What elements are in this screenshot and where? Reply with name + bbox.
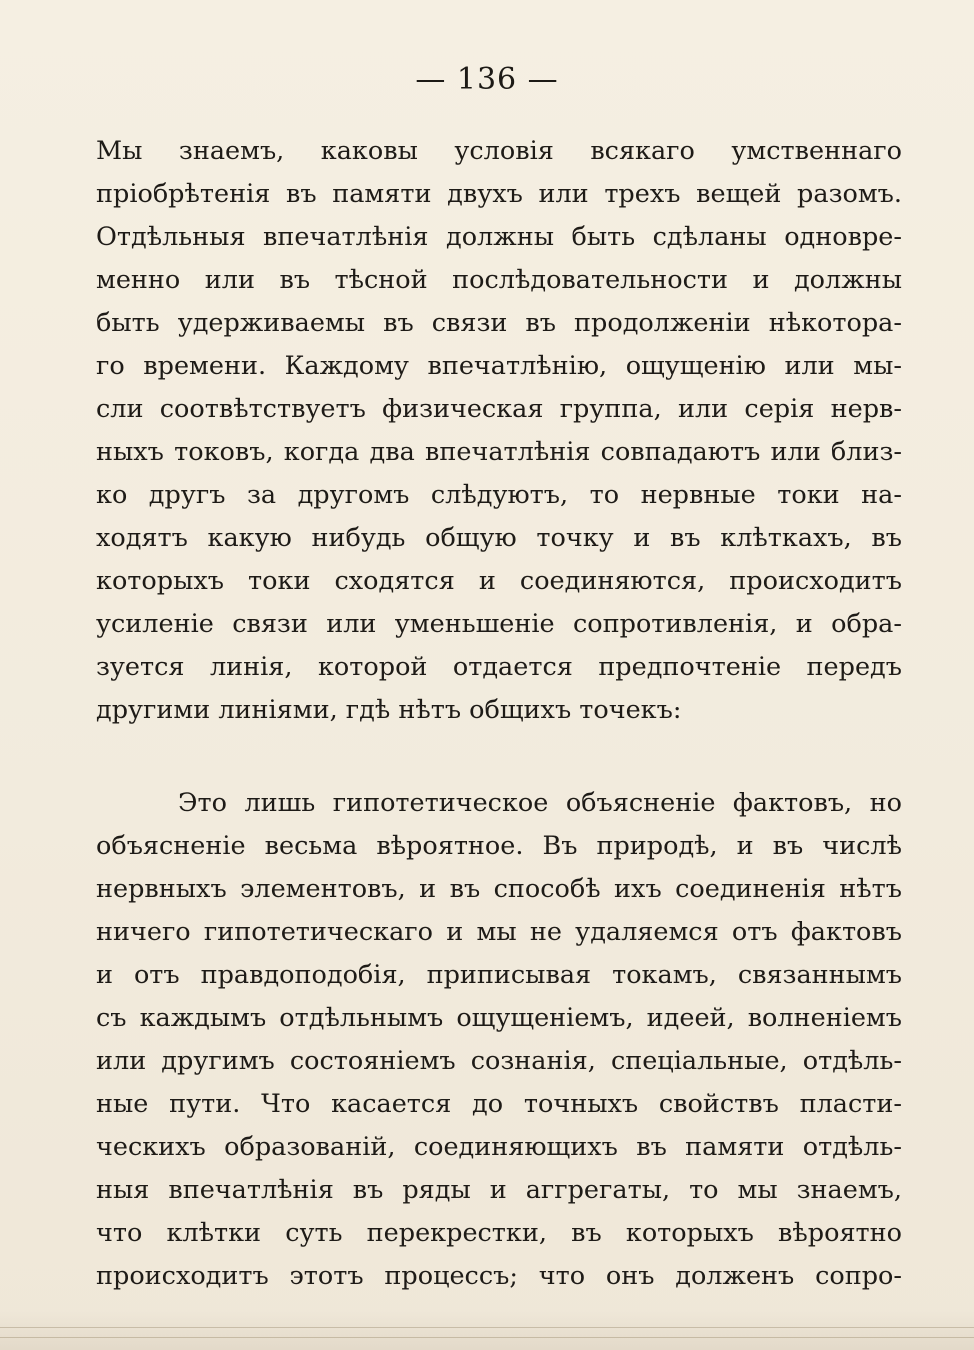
text-line: менно или въ тѣсной послѣдовательности и должны bbox=[96, 265, 902, 295]
text-line: ничего гипотетическаго и мы не удаляемся отъ фактовъ bbox=[96, 917, 902, 947]
text-line: другими линіями, гдѣ нѣтъ общихъ точекъ: bbox=[96, 695, 682, 725]
text-line: происходитъ этотъ процессъ; что онъ долженъ сопро- bbox=[96, 1261, 902, 1291]
text-line: ко другъ за другомъ слѣдуютъ, то нервные токи на- bbox=[96, 480, 902, 510]
page-edge-shadow bbox=[0, 1310, 974, 1350]
text-line: пріобрѣтенія въ памяти двухъ или трехъ вещей разомъ. bbox=[96, 179, 902, 209]
paragraph-1 bbox=[96, 130, 902, 732]
page-number: — 136 — bbox=[415, 62, 559, 97]
text-line: ныхъ токовъ, когда два впечатлѣнія совпадаютъ или близ- bbox=[96, 437, 902, 467]
text-line: Отдѣльныя впечатлѣнія должны быть сдѣланы одновре- bbox=[96, 222, 902, 252]
text-line: усиленіе связи или уменьшеніе сопротивленія, и обра- bbox=[96, 609, 902, 639]
text-line: Мы знаемъ, каковы условія всякаго умственнаго bbox=[96, 136, 902, 166]
text-line: нервныхъ элементовъ, и въ способѣ ихъ соединенія нѣтъ bbox=[96, 874, 902, 904]
text-line: съ каждымъ отдѣльнымъ ощущеніемъ, идеей, волненіемъ bbox=[96, 1003, 902, 1033]
text-line: зуется линія, которой отдается предпочтеніе передъ bbox=[96, 652, 902, 682]
text-line: ные пути. Что касается до точныхъ свойствъ пласти- bbox=[96, 1089, 902, 1119]
text-line: быть удерживаемы въ связи въ продолженіи нѣкотора- bbox=[96, 308, 902, 338]
text-line: ныя впечатлѣнія въ ряды и аггрегаты, то мы знаемъ, bbox=[96, 1175, 902, 1205]
text-line: ходятъ какую нибудь общую точку и въ клѣткахъ, въ bbox=[96, 523, 902, 553]
paragraph-2 bbox=[96, 782, 902, 1298]
text-line: Это лишь гипотетическое объясненіе фактовъ, но bbox=[178, 788, 902, 818]
text-line: которыхъ токи сходятся и соединяются, происходитъ bbox=[96, 566, 902, 596]
text-line: что клѣтки суть перекрестки, въ которыхъ вѣроятно bbox=[96, 1218, 902, 1248]
text-line: ческихъ образованій, соединяющихъ въ памяти отдѣль- bbox=[96, 1132, 902, 1162]
text-line: и отъ правдоподобія, приписывая токамъ, связаннымъ bbox=[96, 960, 902, 990]
text-line: или другимъ состояніемъ сознанія, спеціальные, отдѣль- bbox=[96, 1046, 902, 1076]
text-line: сли соотвѣтствуетъ физическая группа, или серія нерв- bbox=[96, 394, 902, 424]
text-line: объясненіе весьма вѣроятное. Въ природѣ, и въ числѣ bbox=[96, 831, 902, 861]
text-line: го времени. Каждому впечатлѣнію, ощущенію или мы- bbox=[96, 351, 902, 381]
